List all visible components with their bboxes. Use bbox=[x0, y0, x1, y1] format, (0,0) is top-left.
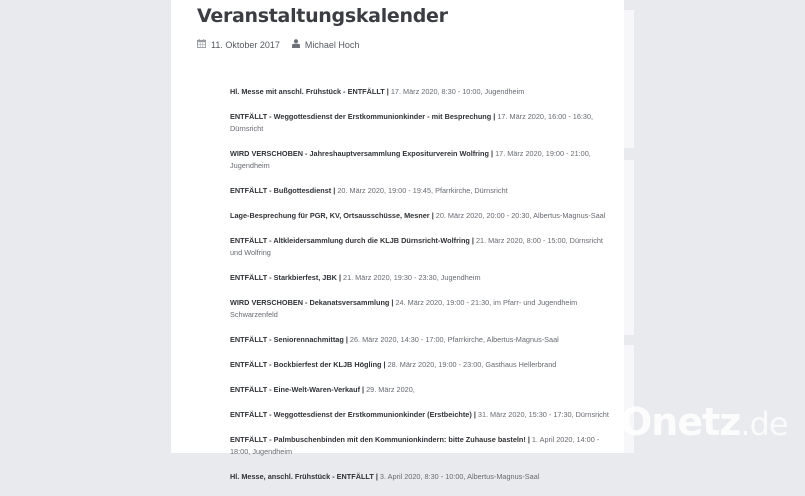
event-title[interactable]: Seniorennachmittag bbox=[273, 335, 344, 344]
event-title[interactable]: Altkleidersammlung durch die KLJB Dürnsricht-Wolfring bbox=[273, 236, 470, 245]
separator: | bbox=[471, 236, 474, 245]
event-status: ENTFÄLLT - bbox=[230, 435, 274, 444]
event-item bbox=[230, 409, 610, 421]
event-status: ENTFÄLLT - bbox=[230, 273, 274, 282]
separator: | bbox=[362, 385, 365, 394]
event-details: 3. April 2020, 8:30 - 10:00, Albertus-Magnus-Saal bbox=[377, 472, 540, 481]
event-details: 17. März 2020, 16:00 - 16:30, Dürnsricht bbox=[230, 112, 594, 133]
separator: | bbox=[527, 435, 530, 444]
separator: | bbox=[473, 410, 476, 419]
event-title[interactable]: Dekanatsversammlung bbox=[309, 298, 390, 307]
watermark-logo bbox=[620, 400, 788, 444]
event-item bbox=[230, 471, 610, 483]
event-status: WIRD VERSCHOBEN - bbox=[230, 149, 310, 158]
event-details: 17. März 2020, 8:30 - 10:00, Jugendheim bbox=[388, 87, 525, 96]
page-title: Veranstaltungskalender bbox=[197, 5, 448, 27]
event-title[interactable]: Jahreshauptversammlung Expositurverein Wolfring bbox=[309, 149, 489, 158]
event-title[interactable]: Weggottesdienst der Erstkommunionkinder (Erstbeichte) bbox=[273, 410, 472, 419]
event-item bbox=[230, 272, 610, 284]
event-item bbox=[230, 86, 610, 98]
event-title[interactable]: Hl. Messe, anschl. Frühstück - ENTFÄLLT bbox=[230, 472, 374, 481]
event-status: ENTFÄLLT - bbox=[230, 360, 274, 369]
event-list bbox=[230, 86, 610, 496]
separator: | bbox=[338, 273, 341, 282]
separator: | bbox=[491, 149, 494, 158]
event-status: ENTFÄLLT - bbox=[230, 112, 274, 121]
event-status: ENTFÄLLT - bbox=[230, 385, 274, 394]
event-title[interactable]: Eine-Welt-Waren-Verkauf bbox=[273, 385, 361, 394]
separator: | bbox=[386, 87, 389, 96]
event-details: 28. März 2020, 19:00 - 23:00, Gasthaus Hellerbrand bbox=[385, 360, 557, 369]
event-details: 26. März 2020, 14:30 - 17:00, Pfarrkirche, Albertus-Magnus-Saal bbox=[347, 335, 559, 344]
post-author[interactable]: Michael Hoch bbox=[304, 39, 360, 50]
event-item bbox=[230, 235, 610, 259]
event-details: 29. März 2020, bbox=[364, 385, 415, 394]
separator: | bbox=[345, 335, 348, 344]
separator: | bbox=[391, 298, 394, 307]
calendar-icon bbox=[197, 39, 206, 50]
separator: | bbox=[383, 360, 386, 369]
event-item bbox=[230, 334, 610, 346]
sidebar-widget bbox=[624, 160, 634, 335]
event-status: ENTFÄLLT - bbox=[230, 236, 274, 245]
event-item bbox=[230, 148, 610, 172]
event-details: 24. März 2020, 19:00 - 21:30, im Pfarr- und Jugendheim Schwarzenfeld bbox=[230, 298, 578, 319]
post-date[interactable]: 11. Oktober 2017 bbox=[211, 39, 280, 50]
event-title[interactable]: Weggottesdienst der Erstkommunionkinder - mit Besprechung bbox=[273, 112, 492, 121]
event-title[interactable]: Lage-Besprechung für PGR, KV, Ortsausschüsse, Mesner bbox=[230, 211, 430, 220]
event-title[interactable]: Starkbierfest, JBK bbox=[273, 273, 337, 282]
watermark-brand: Onetz bbox=[620, 400, 741, 444]
event-item bbox=[230, 359, 610, 371]
separator: | bbox=[431, 211, 434, 220]
event-item bbox=[230, 111, 610, 135]
event-title[interactable]: Palmbuschenbinden mit den Kommunionkindern: bitte Zuhause basteln! bbox=[273, 435, 526, 444]
event-details: 31. März 2020, 15:30 - 17:30, Dürnsricht bbox=[475, 410, 609, 419]
event-status: ENTFÄLLT - bbox=[230, 410, 274, 419]
event-status: ENTFÄLLT - bbox=[230, 186, 274, 195]
event-item bbox=[230, 210, 610, 222]
event-item bbox=[230, 297, 610, 321]
event-item bbox=[230, 384, 610, 396]
event-details: 17. März 2020, 19:00 - 21:00, Jugendheim bbox=[230, 149, 591, 170]
event-details: 20. März 2020, 19:00 - 19:45, Pfarrkirche, Dürnsricht bbox=[335, 186, 508, 195]
sidebar-widget bbox=[624, 10, 634, 148]
event-status: ENTFÄLLT - bbox=[230, 335, 274, 344]
post-meta bbox=[197, 39, 359, 50]
event-item bbox=[230, 434, 610, 458]
event-details: 1. April 2020, 14:00 - 18:00, Jugendheim bbox=[230, 435, 600, 456]
user-icon bbox=[292, 39, 300, 50]
event-details: 21. März 2020, 8:00 - 15:00, Dürnsricht und Wolfring bbox=[230, 236, 603, 257]
separator: | bbox=[375, 472, 378, 481]
event-item bbox=[230, 185, 610, 197]
event-title[interactable]: Bußgottesdienst bbox=[273, 186, 332, 195]
event-title[interactable]: Hl. Messe mit anschl. Frühstück - ENTFÄLLT bbox=[230, 87, 385, 96]
event-details: 21. März 2020, 19:30 - 23:30, Jugendheim bbox=[340, 273, 481, 282]
watermark-tld: .de bbox=[740, 405, 788, 443]
separator: | bbox=[493, 112, 496, 121]
event-title[interactable]: Bockbierfest der KLJB Högling bbox=[273, 360, 382, 369]
event-status: WIRD VERSCHOBEN - bbox=[230, 298, 310, 307]
separator: | bbox=[333, 186, 336, 195]
event-details: 20. März 2020, 20:00 - 20:30, Albertus-Magnus-Saal bbox=[433, 211, 606, 220]
